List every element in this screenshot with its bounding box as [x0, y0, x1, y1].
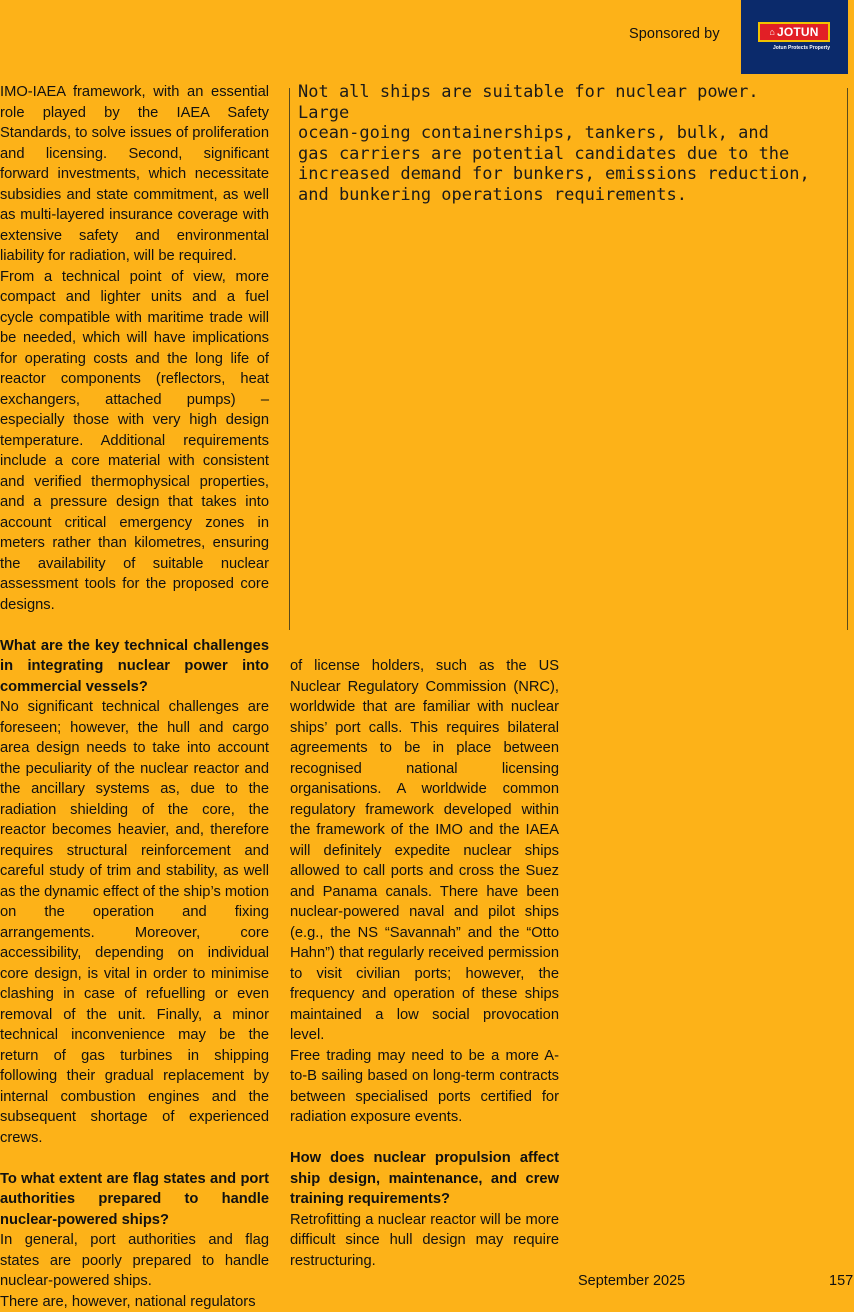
pullquote-rule-right	[847, 88, 848, 630]
paragraph: Retrofitting a nuclear reactor will be more difficult since hull design may require restructuring.	[290, 1210, 559, 1272]
paragraph: No significant technical challenges are foreseen; however, the hull and cargo area design needs to take into account the peculiarity of the nuclear reactor and the ancillary systems as, due to the radiation shielding of the core, the reactor becomes heavier, and, therefore requires structural reinforcement and careful study of trim and stability, as well as the dynamic effect of the ship’s motion on the operation and fixing arrangements. Moreover, core accessibility, depending on individual core design, is vital in order to minimise clashing in case of refuelling or even removal of the unit. Finally, a minor technical inconvenience may be the return of gas turbines in shipping following their gradual replacement by internal combustion engines and the subsequent shortage of experienced crews.	[0, 697, 269, 1148]
paragraph: From a technical point of view, more compact and lighter units and a fuel cycle compatible with maritime trade will be needed, which will have implications for operating costs and the long life of reactor components (reflectors, heat exchangers, attached pumps) – especially those with very high design temperature. Additional requirements include a core material with consistent and verified thermophysical properties, and a pressure design that takes into account critical emergency zones in meters rather than kilometres, ensuring the availability of suitable nuclear assessment tools for the proposed core designs.	[0, 267, 269, 616]
jotun-logo[interactable]	[741, 0, 848, 74]
paragraph: Free trading may need to be a more A-to-B sailing based on long-term contracts between specialised ports certified for radiation exposure events.	[290, 1046, 559, 1128]
pullquote: Not all ships are suitable for nuclear power. Large ocean-going containerships, tankers, bulk, and gas carriers are potential candidates due to the increased demand for bunkers, emissions reduction, and bunkering operations requirements.	[298, 82, 818, 205]
logo-text: JOTUN	[777, 25, 819, 39]
paragraph: There are, however, national regulators	[0, 1292, 269, 1312]
question-heading: To what extent are flag states and port authorities prepared to handle nuclear-powered ships?	[0, 1169, 269, 1231]
question-heading: How does nuclear propulsion affect ship design, maintenance, and crew training requirements?	[290, 1148, 559, 1210]
middle-column	[290, 656, 559, 1271]
page-number: 157	[829, 1273, 853, 1289]
paragraph: In general, port authorities and flag states are poorly prepared to handle nuclear-powered ships.	[0, 1230, 269, 1292]
issue-date: September 2025	[578, 1273, 685, 1289]
pullquote-rule-left	[289, 88, 290, 630]
question-heading: What are the key technical challenges in integrating nuclear power into commercial vessels?	[0, 636, 269, 698]
jotun-logo-badge	[758, 22, 830, 42]
paragraph: of license holders, such as the US Nuclear Regulatory Commission (NRC), worldwide that are familiar with nuclear ships’ port calls. This requires bilateral agreements to be in place between recognised national licensing organisations. A worldwide common regulatory framework developed within the framework of the IMO and the IAEA will definitely expedite nuclear ships allowed to call ports and cross the Suez and Panama canals. There have been nuclear-powered naval and pilot ships (e.g., the NS “Savannah” and the “Otto Hahn”) that regularly received permission to visit civilian ports; however, the frequency and operation of these ships maintained a low social provocation level.	[290, 656, 559, 1046]
sponsored-by-label: Sponsored by	[629, 26, 720, 42]
logo-tagline: Jotun Protects Property	[758, 45, 830, 51]
house-icon: ⌂	[769, 27, 775, 37]
paragraph: IMO-IAEA framework, with an essential role played by the IAEA Safety Standards, to solve issues of proliferation and licensing. Second, significant forward investments, which necessitate subsidies and state commitment, as well as multi-layered insurance coverage with extensive safety and environmental liability for radiation, will be required.	[0, 82, 269, 267]
left-column	[0, 82, 269, 1312]
